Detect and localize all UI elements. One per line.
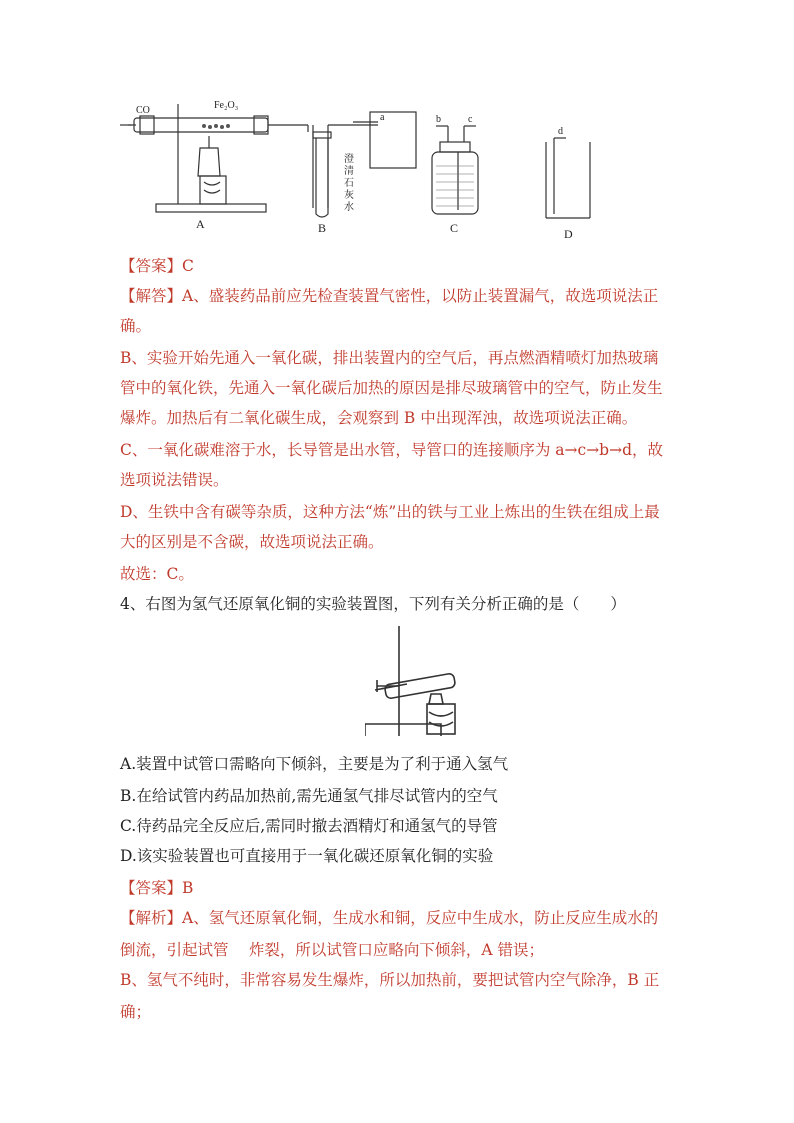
q4-analysis-tag: 【解析】 — [120, 909, 183, 927]
label-d: d — [558, 126, 563, 137]
label-co: CO — [136, 105, 150, 116]
label-B: B — [318, 221, 327, 235]
label-limewater-1: 澄 — [344, 154, 354, 165]
q3-answer-value: C — [182, 257, 194, 275]
q3-solution-line-10: 故选：C。 — [120, 565, 194, 583]
q4-analysis-line-2: 倒流，引起试管 炸裂，所以试管口应略向下倾斜，A 错误； — [120, 941, 545, 959]
q3-solution-line-4: 管中的氧化铁，先通入一氧化碳后加热的原因是排尽玻璃管中的空气，防止发生 — [120, 379, 663, 397]
q4-stem: 4、右图为氢气还原氧化铜的实验装置图，下列有关分析正确的是（ ） — [120, 595, 626, 613]
q3-solution-line-2: 确。 — [120, 317, 152, 335]
label-fe2o3: Fe₂O₃ — [214, 100, 239, 111]
label-limewater-2: 清 — [344, 166, 354, 177]
q3-solution-line-1 — [120, 286, 658, 306]
label-a: a — [380, 112, 385, 123]
q3-solution-line-3: B、实验开始先通入一氧化碳，排出装置内的空气后，再点燃酒精喷灯加热玻璃 — [120, 349, 659, 367]
q4-analysis-text-1: A、氢气还原氧化铜，生成水和铜，反应中生成水，防止反应生成水的 — [182, 909, 659, 927]
q4-answer — [120, 878, 193, 898]
q3-solution-line-8: D、生铁中含有碳等杂质，这种方法“炼”出的铁与工业上炼出的生铁在组成上最 — [120, 503, 660, 521]
label-b: b — [436, 114, 441, 125]
q3-solution-text-1: A、盛装药品前应先检查装置气密性，以防止装置漏气，故选项说法正 — [182, 287, 659, 305]
q4-answer-tag: 【答案】 — [120, 879, 183, 897]
q4-option-d: D.该实验装置也可直接用于一氧化碳还原氧化铜的实验 — [120, 847, 494, 865]
q4-option-b: B.在给试管内药品加热前,需先通氢气排尽试管内的空气 — [120, 787, 498, 805]
q4-analysis-line-3: B、氢气不纯时，非常容易发生爆炸，所以加热前，要把试管内空气除净，B 正 — [120, 971, 660, 989]
q3-solution-line-5: 爆炸。加热后有二氧化碳生成，会观察到 B 中出现浑浊，故选项说法正确。 — [120, 409, 638, 427]
q3-solution-line-6: C、一氧化碳难溶于水，长导管是出水管，导管口的连接顺序为 a→c→b→d，故 — [120, 441, 664, 459]
q3-answer — [120, 256, 194, 276]
label-D: D — [564, 227, 573, 241]
label-limewater-4: 灰 — [344, 190, 354, 201]
q4-answer-value: B — [182, 879, 194, 897]
label-limewater-3: 石 — [344, 178, 354, 189]
label-limewater-5: 水 — [344, 202, 354, 213]
label-C: C — [450, 221, 459, 235]
label-c: c — [468, 114, 473, 125]
q4-option-c: C.待药品完全反应后,需同时撤去酒精灯和通氢气的导管 — [120, 817, 498, 835]
q3-solution-tag: 【解答】 — [120, 287, 183, 305]
q3-solution-line-9: 大的区别是不含碳，故选项说法正确。 — [120, 533, 384, 551]
q3-solution-line-7: 选项说法错误。 — [120, 471, 229, 489]
label-A: A — [196, 217, 205, 231]
co-reduction-apparatus-figure — [118, 96, 618, 246]
hydrogen-reduction-apparatus-figure — [365, 624, 465, 742]
q4-option-a: A.装置中试管口需略向下倾斜，主要是为了利于通入氢气 — [120, 755, 509, 773]
q4-analysis-line-4: 确； — [120, 1003, 152, 1021]
q3-answer-tag: 【答案】 — [120, 257, 183, 275]
q4-analysis-line-1 — [120, 908, 658, 928]
